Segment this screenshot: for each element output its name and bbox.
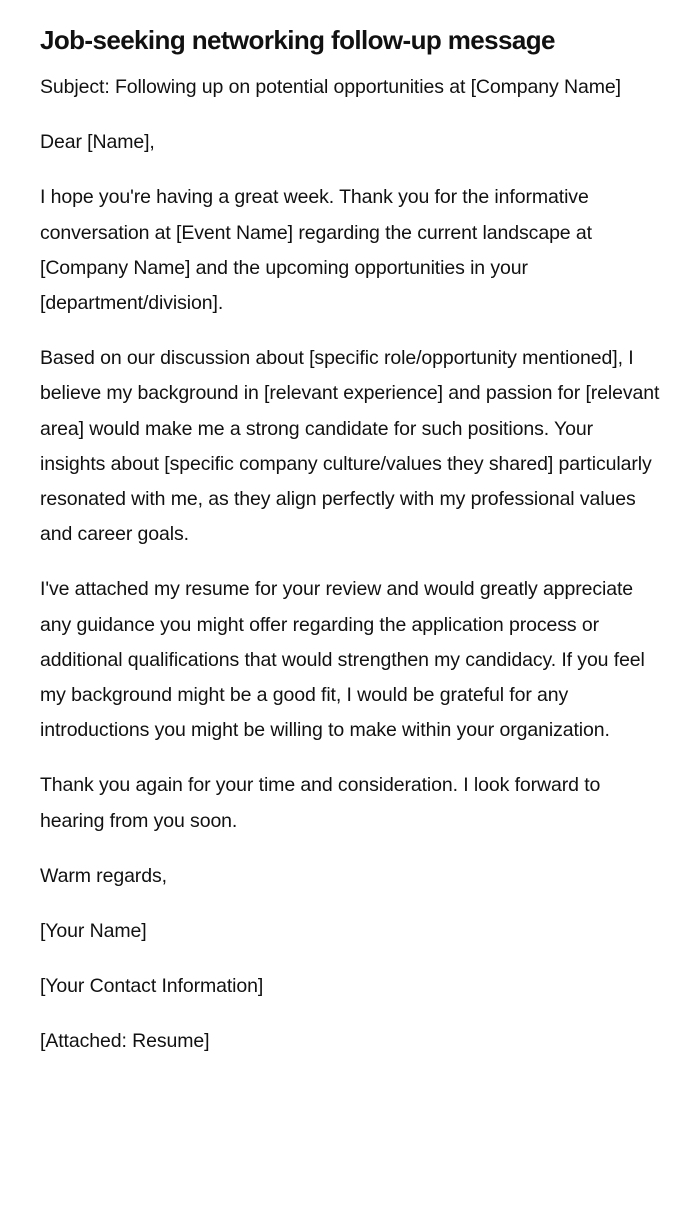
body-paragraph-resume: I've attached my resume for your review and would greatly appreciate any guidance you might offer regarding the application process or additional qualifications that would strengthen my candidacy. If you feel my background might be a good fit, I would be grateful for any introductions you might be willing to make within your organization. [40, 578, 645, 742]
signature-contact: [Your Contact Information] [40, 975, 264, 998]
subject-line: Subject: Following up on potential opportunities at [Company Name] [40, 76, 621, 98]
greeting: Dear [Name], [40, 131, 155, 154]
document-title: Job-seeking networking follow-up message [40, 25, 555, 55]
attachment-note: [Attached: Resume] [40, 1030, 210, 1053]
closing: Warm regards, [40, 864, 167, 887]
signature-name: [Your Name] [40, 920, 147, 943]
body-paragraph-fit: Based on our discussion about [specific role/opportunity mentioned], I believe my background in [relevant experience] and passion for [relevant area] would make me a strong candidate for such positions. Your insights about [specific company culture/values they shared] particularly resonated with me, as they align perfectly with my professional values and career goals. [40, 347, 660, 546]
body-paragraph-intro: I hope you're having a great week. Thank you for the informative conversation at [Event Name] regarding the current landscape at [Company Name] and the upcoming opportunities in your [department/division]. [40, 186, 592, 315]
body-paragraph-thanks: Thank you again for your time and consideration. I look forward to hearing from you soon. [40, 774, 601, 832]
